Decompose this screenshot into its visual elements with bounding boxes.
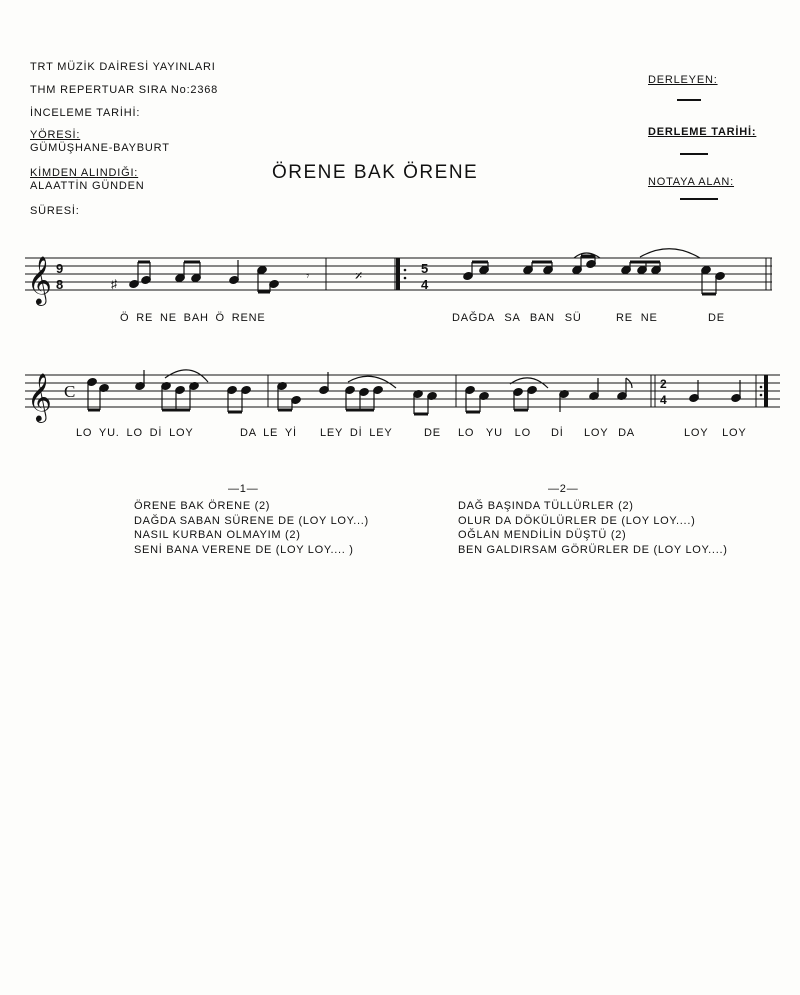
lyric-line-1b: DAĞDA SA BAN SÜ — [452, 312, 582, 324]
verse-2-line: OLUR DA DÖKÜLÜRLER DE (LOY LOY....) — [458, 514, 696, 527]
time-sig-bottom: 4 — [421, 277, 429, 292]
verse-2-line: DAĞ BAŞINDA TÜLLÜRLER (2) — [458, 500, 634, 512]
time-sig-top: 5 — [421, 261, 429, 276]
time-sig-bottom: 8 — [56, 277, 64, 292]
verse-1 — [134, 499, 369, 557]
verse-2-line: OĞLAN MENDİLİN DÜŞTÜ (2) — [458, 529, 627, 541]
svg-text:♯: ♯ — [111, 277, 117, 291]
time-signature-2-4 — [660, 377, 667, 407]
repertoire-number: THM REPERTUAR SIRA No:2368 — [30, 84, 219, 96]
song-title: ÖRENE BAK ÖRENE — [272, 162, 479, 183]
svg-text:𝄾: 𝄾 — [306, 268, 310, 283]
lyric-line-2a: LO YU. LO Dİ LOY — [76, 427, 194, 439]
verse-1-line: NASIL KURBAN OLMAYIM (2) — [134, 529, 301, 541]
lyric-line-2e: LO YU LO — [458, 427, 531, 439]
time-sig-top: 2 — [660, 377, 667, 391]
time-signature-5-4 — [421, 261, 429, 292]
region-value: GÜMÜŞHANE-BAYBURT — [30, 142, 170, 154]
common-time-signature: C — [64, 382, 76, 401]
verse-2 — [458, 499, 728, 557]
verse-1-line: ÖRENE BAK ÖRENE (2) — [134, 500, 271, 512]
compiler-label: DERLEYEN: — [648, 74, 718, 86]
lyric-line-1a: Ö RE NE BAH Ö RENE — [120, 312, 266, 324]
region-label: YÖRESİ: — [30, 129, 81, 141]
duration-label: SÜRESİ: — [30, 205, 80, 217]
verse-2-number: —2— — [548, 483, 579, 495]
source-value: ALAATTİN GÜNDEN — [30, 180, 145, 192]
lyric-line-1c: RE NE — [616, 312, 658, 324]
verse-1-number: —1— — [228, 483, 259, 495]
lyric-line-2f: Dİ — [551, 427, 564, 439]
source-label: KİMDEN ALINDIĞI: — [30, 167, 139, 179]
lyric-line-2c: LEY Dİ LEY — [320, 427, 393, 439]
verse-2-line: BEN GALDIRSAM GÖRÜRLER DE (LOY LOY....) — [458, 543, 728, 556]
notes-line-1 — [111, 258, 406, 292]
notes-line-1b — [463, 249, 771, 294]
publisher: TRT MÜZİK DAİRESİ YAYINLARI — [30, 61, 216, 73]
lyric-line-2d: DE — [424, 427, 441, 439]
notation-label: NOTAYA ALAN: — [648, 176, 735, 188]
svg-text:𝄎: 𝄎 — [355, 268, 363, 285]
treble-clef-icon: 𝄞 — [27, 255, 52, 304]
staff-line-2 — [25, 375, 780, 407]
time-sig-top: 9 — [56, 261, 64, 276]
verse-1-line: SENİ BANA VERENE DE (LOY LOY.... ) — [134, 543, 354, 556]
verse-1-line: DAĞDA SABAN SÜRENE DE (LOY LOY...) — [134, 514, 369, 527]
treble-clef-icon: 𝄞 — [27, 372, 52, 421]
time-signature-9-8 — [56, 261, 63, 292]
lyric-line-1d: DE — [708, 312, 725, 324]
lyric-line-2h: LOY LOY — [684, 427, 747, 439]
review-date-label: İNCELEME TARİHİ: — [30, 107, 141, 119]
time-sig-bottom: 4 — [660, 393, 667, 407]
compile-date-label: DERLEME TARİHİ: — [648, 126, 757, 138]
lyric-line-2g: LOY DA — [584, 427, 635, 439]
lyric-line-2b: DA LE Yİ — [240, 427, 297, 439]
